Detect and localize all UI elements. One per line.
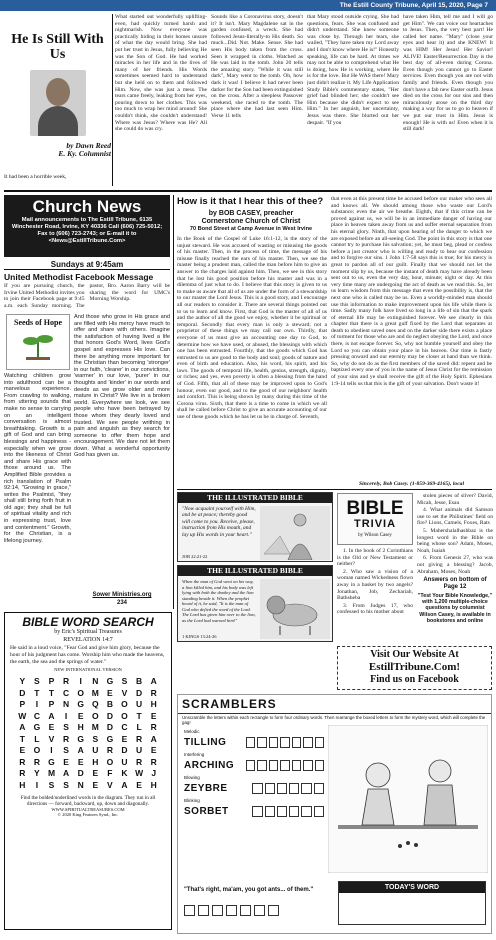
grid-letter[interactable]: W: [18, 710, 27, 721]
grid-letter[interactable]: R: [136, 733, 143, 744]
grid-letter[interactable]: B: [136, 676, 143, 687]
grid-letter[interactable]: D: [77, 768, 84, 779]
main-signature: Sincerely, Bob Casey. (1-859-369-4165), local: [358, 481, 465, 487]
grid-letter[interactable]: O: [121, 699, 128, 710]
letter-box[interactable]: [289, 806, 299, 817]
intro-line: It had been a horrible week,: [4, 174, 67, 180]
letter-box[interactable]: [246, 737, 255, 748]
scramble-hint: Blowing: [184, 775, 200, 780]
grid-letter[interactable]: E: [107, 687, 113, 698]
grid-letter[interactable]: H: [19, 779, 26, 790]
trivia-logo: [337, 493, 413, 545]
umc-body: If you are pursuing church, the Irvine United Methodist invites you to join their Facebook page at 9:45 a.m. each Sunday morning. The pastor, Bro. Aaron Barry will be sharing the word for UMC's Morning Worship.: [4, 283, 170, 309]
grid-letter[interactable]: P: [19, 699, 26, 710]
grid-letter[interactable]: T: [34, 687, 40, 698]
grid-letter[interactable]: I: [50, 745, 53, 756]
seeds-source[interactable]: Sower Ministries.org: [92, 592, 152, 598]
letter-box[interactable]: [303, 737, 312, 748]
answer-box[interactable]: [226, 905, 237, 916]
main-byline: by BOB CASEY, preacher: [208, 210, 294, 217]
grid-letter[interactable]: M: [91, 722, 99, 733]
church-news-address: Mail announcements to The Estill Tribune, 6135 Winchester Road, Irvine, KY 40336 Call (606) 725-5012; Fax to (606) 723-2743; or E-mail it to <News@EstillTribune.Com>: [11, 217, 163, 244]
letter-box[interactable]: [292, 760, 301, 771]
grid-letter[interactable]: E: [77, 756, 84, 767]
grid-letter[interactable]: R: [106, 745, 113, 756]
letter-box[interactable]: [269, 760, 278, 771]
grid-letter[interactable]: R: [63, 676, 70, 687]
grid-letter[interactable]: V: [121, 687, 128, 698]
letter-box[interactable]: [292, 737, 301, 748]
article-column: have taken Him, tell me and I will go get Him". We can voice our heartaches to Jesus. Then, the very best part! He called her name. "Mary" (close your eyes and hear it) and she KNEW! It was HIM! Her Jesus! Her Savior! ALIVE! Easter/Resurrection Day is the best day of all-even during Corona. Even though you cannot go to Easter services. Even though you are not with family and friends. Even though you don't have a fab new Easter outfit. Jesus died on the cross for our sins and then miraculously arose on the third day making a way for us to go to heaven if we put our trust in Him. Jesus is enough! He is with us! Even when it is still dark!: [403, 14, 493, 133]
grid-letter[interactable]: M: [47, 768, 56, 779]
grid-letter[interactable]: H: [150, 779, 157, 790]
letter-box[interactable]: [301, 806, 311, 817]
answer-blanks: [184, 905, 324, 921]
grid-letter[interactable]: E: [92, 768, 99, 779]
answer-box[interactable]: [198, 905, 209, 916]
letter-box[interactable]: [280, 737, 289, 748]
word-search-grid[interactable]: [15, 676, 161, 791]
grid-letter[interactable]: I: [64, 710, 68, 721]
seeds-col1: Watching children grow into adulthood can be a marvelous experience. From crawling to walking, from uttering sounds that make no sense to carrying on an intelligent conversation is almost breathtaking. Growth is a gift of God and can bring blessings and happiness - especially when we grow into the likeness of Christ and share His grace with those around us. The Amplified Bible provides a rich translation of Psalm 92:14, "Growing in grace," writes the Psalmist, "they shall still bring forth fruit in old age; they shall be full of spiritual vitality and rich in expressing trust, love and contentment." Growth, for the Christian, is a lifelong journey.: [4, 373, 71, 544]
grid-letter[interactable]: G: [77, 699, 84, 710]
grid-letter[interactable]: D: [19, 687, 26, 698]
illustration-lion-icon: [260, 579, 330, 639]
grid-letter[interactable]: N: [63, 699, 70, 710]
trivia-author: by Wilson Casey: [358, 533, 392, 538]
main-title: How is it that I hear this of thee?: [177, 196, 324, 207]
grid-letter[interactable]: A: [48, 710, 55, 721]
word-search-version: NEW INTERNATIONAL VERSION: [54, 667, 122, 673]
word-search-title: BIBLE WORD SEARCH: [22, 615, 154, 629]
section-rule: [177, 489, 492, 490]
grid-letter[interactable]: A: [77, 745, 84, 756]
grid-letter[interactable]: C: [33, 710, 40, 721]
grid-letter[interactable]: L: [34, 733, 40, 744]
grid-letter[interactable]: Y: [19, 676, 26, 687]
grid-letter[interactable]: R: [150, 687, 157, 698]
main-col2: that even at this present time be accused before our maker who sees all and knows all. We should among those who waste our Lord's substance; even the air we breathe. Eighth, that if this crime can be proved against us, we will be in an immediate danger of having our place in heaven taken away from us and suffer eternal separation from his eternal glory. Ninth, that upon hearing of the danger to which we are exposed before an all-seeing God. The point in this story is that one cannot try to purchase his salvation; yet, he must beg, plead or confess before a just creator who is willing and ready to hear our confession and to forgive our sins. 1 John 1:7-58 says this is true; for his mercy is great to pardon all of our guilt. Finally that we should not let the moment slip by us, because the instant of death may have already been sent out to us, even the very day, hour, minute; night or day. At this very time many are undergoing the act of death as we read this. So, let us learn wisdom from this message that even the possibility is, that the next one who is called may be us. Even a worldly-minded man should use this information to make improvement upon his life while there is time. Sadly many folk have lived so long in a life of sin that the spark of eternal life may be extinguished forever. We see clearly in this chapter that there is a great gulf fixed by the Lord that separates at death to obedient saved ones and on the darker side there exists a place of torment for those who are and do neglect obeying the Lord, and once there, is not escape forever. So, why not humble yourself and obey the Lord so you can obtain your place in his heaven. Our time is fastly pressing onward and our eternity may be closer at hand than we think. So, why do not do as the first members of the saved did: repent and be baptized every one of you in the name of Jesus Christ for the remission of your sins and ye shall receive the gift of the Holy Spirit. Ephesians 1:9-14 tells us that this is the gift of your salvation. Don't waste it!: [331, 196, 492, 387]
word-search-panel: [4, 612, 172, 930]
grid-letter[interactable]: R: [136, 756, 143, 767]
trivia-questions-left: [337, 548, 413, 641]
grid-letter[interactable]: P: [48, 699, 55, 710]
grid-letter[interactable]: U: [92, 745, 99, 756]
letter-box[interactable]: [315, 760, 324, 771]
letter-box[interactable]: [265, 806, 275, 817]
grid-letter[interactable]: D: [106, 722, 113, 733]
column-title-block: [4, 14, 111, 186]
scramble-letters: TILLING: [184, 737, 227, 748]
seeds-number: 234: [116, 600, 127, 606]
grid-letter[interactable]: R: [33, 756, 40, 767]
sprout-icon: [18, 327, 58, 361]
letter-box[interactable]: [252, 806, 262, 817]
scramble-letters: SORBET: [184, 806, 229, 817]
letter-box[interactable]: [277, 806, 287, 817]
letter-box[interactable]: [246, 760, 255, 771]
todays-word-box[interactable]: [338, 881, 486, 925]
seeds-col2: And those who grow in His grace and are filled with His mercy have much to offer and share with others. Imagine the satisfaction of having lived a life that honors God's Word, lives God's gospel and expresses His love. Can there be anything more important for the Christian than becoming 'stronger' in our faith, 'clearer' in our convictions, 'warmer' in our love, 'purer' in our thoughts and 'kinder' in our words and deeds as we grow older and more mature in Christ? We live in a broken world. Everywhere we look, we see people who have been betrayed by those whom they dearly loved and trusted. We see people writhing in pain and anguish as they search for someone to offer them hope and encouragement. We dare not let them down. What a wonderful opportunity God has given us.: [74, 314, 170, 459]
illustration-figure-icon: [260, 506, 330, 560]
letter-box[interactable]: [280, 760, 289, 771]
divider: [173, 195, 174, 609]
grid-letter[interactable]: I: [35, 779, 39, 790]
cartoon-caption: "That's right, ma'am, you got ants... of them.": [184, 887, 314, 893]
word-search-verse: He said in a loud voice, "Fear God and give him glory, because the hour of his judgment has come. Worship him who made the heavens, the earth, the sea and the springs of water.": [10, 645, 165, 665]
column-byline: by Dawn Reed E. Ky. Columnist: [58, 141, 111, 158]
grid-letter[interactable]: H: [150, 699, 157, 710]
trivia-question: 1. In the book of 2 Corinthians is the Old or New Testament or neither?: [337, 548, 413, 568]
word-search-site: WWW.SPIRITUALTREASURES.COM: [51, 807, 125, 813]
column-title: He Is Still With Us: [11, 32, 104, 62]
trivia-answers: Answers on bottom of Page 12: [423, 577, 487, 590]
trivia-title: BIBLE: [346, 498, 404, 519]
illustrated-quote: When the man of God went on his way, a lion killed him, and his body was left lying with both the donkey and the lion standing beside it. When the prophet heard of it, he said, "It is the man of God who defied the word of the Lord. The Lord has given him over to the lion, as the Lord had warned him!": [182, 579, 256, 623]
grid-letter[interactable]: O: [77, 687, 84, 698]
page-header: The Estill County Tribune, April 15, 2020, Page 7: [0, 0, 496, 11]
main-church: Cornerstone Church of Christ: [201, 218, 301, 225]
illustrated-banner: THE ILLUSTRATED BIBLE: [178, 493, 332, 503]
grid-letter[interactable]: S: [63, 745, 69, 756]
scramble-row: [184, 760, 324, 771]
letter-box[interactable]: [269, 737, 278, 748]
scramblers-title: SCRAMBLERS: [178, 695, 491, 714]
scramble-hint: Interfering: [184, 752, 205, 757]
illustrated-ref: JOB 22:21-22: [182, 554, 208, 559]
visit-line2[interactable]: EstillTribune.Com!: [368, 661, 461, 673]
seeds-logo: [6, 314, 70, 370]
illustrated-bible-panel: [177, 565, 333, 642]
church-news-block: [4, 195, 170, 257]
grid-letter[interactable]: A: [150, 733, 157, 744]
grid-letter[interactable]: O: [106, 756, 114, 767]
author-photo: [30, 70, 86, 136]
grid-letter[interactable]: A: [150, 676, 157, 687]
word-search-by: by Eric's Spiritual Treasures: [54, 629, 122, 635]
section-rule: [4, 190, 492, 192]
letter-box[interactable]: [252, 783, 262, 794]
article-column: What started out wonderfully uplifting-even, had quickly turned harsh and nightmarish. Now everyone was practically hiding in their homes unsure of what the day would bring. She had put her trust in Jesus, fully believing He was the Son of God. He had worked miracles in her life and in the lives of many of her friends. His Words sometimes seemed hard to understand but she held on to them and followed Him. Now, she was just a mess. The tears came freely, leaking from her eyes, pouring down to her clothes. This was too much to wrap her mind around! She couldn't think, she couldn't understand! Where was Jesus? Where was He? All she could do was cry.: [115, 14, 207, 133]
divider: [112, 14, 113, 186]
visit-line3[interactable]: Find us on Facebook: [370, 674, 459, 685]
grid-letter[interactable]: O: [121, 710, 128, 721]
visit-line1: Visit Our Website At: [370, 649, 459, 660]
grid-letter[interactable]: I: [79, 676, 82, 687]
grid-letter[interactable]: Y: [34, 768, 40, 779]
grid-letter[interactable]: A: [19, 722, 26, 733]
grid-letter[interactable]: E: [136, 779, 142, 790]
scramblers-word-list: [184, 725, 324, 817]
main-col1: In the Book of the Gospel of Luke 16:1-12, is the story of the unjust steward. He was accused of wasting or misusing the goods of his master. Then, in the process of time, the message of his misuse finally reached the ears of his master. Then, we see the master being a prudent man, called the man before him to give an answer to the charges laid against him. Then, we see in this story that he lost his good position before his master and was in a dilemma of just what to do. I believe that this story is given to us to make us aware that all of us are under the form of a stewardship to our master the Lord Jesus. This is a good story, and I encourage all our readers to consider it. There are several things pointed out to us to learn and know. First, that God is the master of all of us and the author of all the good we enjoy, whether it be spiritual or temporal. Secondly that every man is only a steward; not a proprietor of these things we may call our own. Thirdly, that everyone of us must give an accounting one day to God, to determine how we have used, or abused, the blessings with which one has been entrusted. Fourthly, that the goods which God has entrusted to us are good to the body and soul; goods of nature and even of birth and education. Also, his word, his spirit, and his laws. The goods of temporal life, health, genius, strength, dignity, or riches; and yes, even poverty is often a blessing from the hand of God. Fifth, that all of these may be improved upon to God's honour, even our good, and to the good of our neighbors' health and comfort. This is being shown by many during this time of the Corona virus. Sixth, that there is a time to come in which we all shall be called before Christ to give an accurate accounting of our use of these goods which he has let us be in charge of. Seventh,: [177, 236, 327, 421]
grid-letter[interactable]: N: [77, 779, 84, 790]
grid-letter[interactable]: R: [19, 768, 26, 779]
answer-box[interactable]: [184, 905, 195, 916]
grid-letter[interactable]: R: [150, 722, 157, 733]
letter-box[interactable]: [315, 737, 324, 748]
grid-letter[interactable]: S: [121, 676, 128, 687]
grid-letter[interactable]: E: [63, 756, 69, 767]
grid-letter[interactable]: E: [19, 745, 26, 756]
scramble-row: [184, 806, 324, 817]
grid-letter[interactable]: A: [121, 779, 128, 790]
grid-letter[interactable]: O: [33, 745, 41, 756]
trivia-question: 2. Who saw a vision of a woman named Wickedness flown away in a basket by two angels? Jonathan, Job, Zechariah, Bathsheba: [337, 568, 413, 602]
grid-letter[interactable]: P: [48, 676, 55, 687]
grid-letter[interactable]: U: [121, 756, 128, 767]
grid-letter[interactable]: L: [136, 722, 142, 733]
grid-letter[interactable]: N: [92, 676, 99, 687]
trivia-question: 6. From Genesis 27, who was not giving a blessing? Jacob, Abraham, Moses, Noah: [417, 555, 493, 575]
grid-letter[interactable]: E: [150, 710, 157, 721]
grid-letter[interactable]: I: [35, 699, 39, 710]
grid-letter[interactable]: E: [77, 710, 84, 721]
grid-letter[interactable]: T: [48, 687, 55, 698]
grid-letter[interactable]: G: [33, 722, 41, 733]
grid-letter[interactable]: R: [19, 756, 26, 767]
grid-letter[interactable]: M: [91, 687, 99, 698]
word-search-foot: Find the bolded/underlined words in the diagram. They run in all directions — forward, backward, up, down and diagonally.: [20, 795, 156, 808]
grid-letter[interactable]: B: [106, 699, 113, 710]
trivia-question: 4. What animals did Samson use to set the Philistines' field on fire? Lions, Camels, Foxes, Rats: [417, 507, 493, 527]
illustrated-banner: THE ILLUSTRATED BIBLE: [178, 566, 332, 576]
grid-letter[interactable]: S: [63, 779, 69, 790]
todays-word-label: TODAY'S WORD: [339, 882, 485, 893]
article-column: Sounds like a Coronavirus story, doesn't it? It isn't. Mary Magdalene sat in the garden confused, a wreck. She had followed Jesus-literally-to His death. So much...Did. Not. Make. Sense. She had seen His body taken from the cross. Seen it wrapped in cloths. Watched as He was laid in the tomb. John 20 tells the amazing story. "While it was still dark", Mary went to the tomb. Oh, how dark it was! I believe it had never been darker for the Son had been extinguished on the cross. After a sleepless Passover weekend, she raced to the tomb. The place where she had last seen Him. Verse 11 tells: [211, 14, 303, 119]
grid-letter[interactable]: C: [121, 722, 128, 733]
trivia-questions-right: [417, 493, 493, 575]
letter-box[interactable]: [257, 760, 266, 771]
cartoon-ants-icon: [328, 725, 488, 873]
grid-letter[interactable]: E: [92, 779, 99, 790]
grid-letter[interactable]: W: [135, 768, 144, 779]
seeds-title: Seeds of Hope: [14, 318, 62, 327]
grid-letter[interactable]: H: [77, 722, 84, 733]
scramblers-intro: Unscramble the letters within each rectangle to form four ordinary words. Then rearrange the boxed letters to form the mystery word, which will complete the gag!: [182, 715, 486, 726]
letter-box[interactable]: [289, 783, 299, 794]
answer-box[interactable]: [212, 905, 223, 916]
trivia-promo: "Test Your Bible Knowledge," with 1,200 multiple-choice questions by columnist Wilson Casey, is available in bookstores and online: [417, 593, 493, 624]
grid-letter[interactable]: D: [136, 687, 143, 698]
grid-letter[interactable]: H: [92, 756, 99, 767]
letter-box[interactable]: [301, 783, 311, 794]
grid-letter[interactable]: A: [63, 768, 70, 779]
grid-letter[interactable]: D: [106, 710, 113, 721]
grid-letter[interactable]: K: [121, 768, 128, 779]
grid-letter[interactable]: U: [136, 699, 143, 710]
answer-box[interactable]: [254, 905, 265, 916]
letter-box[interactable]: [314, 806, 324, 817]
umc-title: United Methodist Facebook Message: [4, 272, 154, 282]
grid-letter[interactable]: E: [121, 733, 128, 744]
grid-letter[interactable]: V: [107, 779, 113, 790]
letter-box[interactable]: [303, 760, 312, 771]
grid-letter[interactable]: R: [63, 733, 70, 744]
grid-letter[interactable]: G: [48, 756, 55, 767]
illustrated-ref: 1 KINGS 13:24-26: [182, 634, 217, 639]
scramble-row: [184, 737, 324, 748]
scramble-hint: Blinking: [184, 798, 200, 803]
grid-letter[interactable]: D: [121, 745, 128, 756]
answer-box[interactable]: [268, 905, 279, 916]
letter-box[interactable]: [257, 737, 266, 748]
letter-box[interactable]: [265, 783, 275, 794]
grid-letter[interactable]: C: [63, 687, 70, 698]
scramble-row: [184, 783, 324, 794]
grid-letter[interactable]: T: [19, 733, 25, 744]
scramblers-panel: [177, 694, 492, 934]
grid-letter[interactable]: S: [63, 722, 69, 733]
grid-letter[interactable]: E: [48, 722, 55, 733]
letter-box[interactable]: [277, 783, 287, 794]
letter-box[interactable]: [314, 783, 324, 794]
grid-letter[interactable]: S: [48, 779, 55, 790]
word-search-ref: REVELATION 14:7: [63, 637, 113, 643]
grid-letter[interactable]: G: [77, 733, 84, 744]
illustrated-quote: "Now acquaint yourself with Him, and be at peace; thereby good will come to you. Receive, please, instruction from His mouth, and lay up His words in your heart.": [182, 506, 256, 538]
grid-letter[interactable]: S: [92, 733, 99, 744]
scramble-hint: Melodic: [184, 729, 200, 734]
grid-letter[interactable]: R: [150, 756, 157, 767]
grid-letter[interactable]: Q: [91, 699, 99, 710]
grid-letter[interactable]: J: [151, 768, 157, 779]
grid-letter[interactable]: S: [34, 676, 40, 687]
grid-letter[interactable]: F: [107, 768, 113, 779]
grid-letter[interactable]: G: [106, 733, 114, 744]
trivia-subtitle: TRIVIA: [353, 518, 397, 530]
grid-letter[interactable]: E: [150, 745, 157, 756]
grid-letter[interactable]: G: [106, 676, 114, 687]
grid-letter[interactable]: O: [91, 710, 99, 721]
article-column: that Mary stood outside crying. She had questions, fears. She was confused and didn't understand. She knew someone was close by. Through her tears, she wailed, "They have taken my Lord away and I don't know where He is!" Honestly speaking, life can be hard. At times we may not be able to comprehend what He is doing, how He is working, where He is for the love. But He WAS there! Mary just didn't realize it. My Life Application Study Bible's commentary states, "Her grief had blinded her; she couldn't see Him because she didn't expect to see Him." In her anguish, her uncertainty, Jesus was there. She blurted out her despair. "If you: [307, 14, 399, 126]
grid-letter[interactable]: T: [136, 710, 142, 721]
scramble-letters: ARCHING: [184, 760, 235, 771]
answer-box[interactable]: [240, 905, 251, 916]
main-location: 70 Bond Street at Camp Avenue in West Irvine: [189, 226, 313, 232]
church-news-title: Church News: [32, 197, 142, 216]
word-search-copyright: © 2020 King Features Synd., Inc.: [57, 812, 119, 818]
sundays-heading: Sundays at 9:45am: [4, 260, 170, 270]
grid-letter[interactable]: U: [136, 745, 143, 756]
visit-website-box[interactable]: [337, 646, 492, 690]
trivia-question: stolen pieces of silver? David, Micah, Jesse, Esau: [417, 493, 493, 506]
illustrated-bible-panel: [177, 492, 333, 562]
trivia-question: 3. From Judges 17, who confessed to his mother about: [337, 602, 413, 616]
trivia-question: 5. Mahershalalhashbaz is the longest word in the Bible on being whose son? Adam, Moses, Noah, Isaiah: [417, 527, 493, 554]
grid-letter[interactable]: V: [48, 733, 55, 744]
scramble-letters: ZEYBRE: [184, 783, 228, 794]
